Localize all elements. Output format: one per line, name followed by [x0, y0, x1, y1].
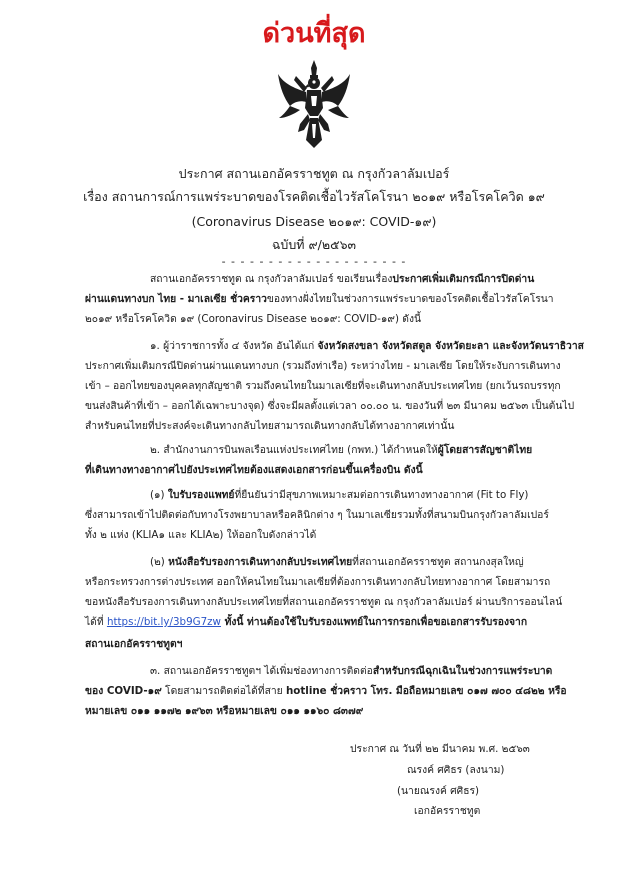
announcement-subject-english: (Coronavirus Disease ๒๐๑๙: COVID-๑๙) [191, 214, 437, 229]
item1-line-5: สำหรับคนไทยที่ประสงค์จะเดินทางกลับไทยสามารถเดินทางกลับได้ทางอากาศเท่านั้น [85, 420, 455, 432]
item1-line-2: ประกาศเพิ่มเติมกรณีปิดด่านผ่านแดนทางบก (รวมถึงท่าเรือ) ระหว่างไทย - มาเลเซีย โดยให้ระงับการเดินทาง [85, 360, 561, 372]
item2-sub2-line-5: สถานเอกอัครราชทูตฯ [85, 638, 183, 650]
announcement-subject: เรื่อง สถานการณ์การแพร่ระบาดของโรคติดเชื้อไวรัสโคโรนา ๒๐๑๙ หรือโรคโควิด ๑๙ [83, 189, 545, 204]
item2-sub1-line-1: (๑) ใบรับรองแพทย์ที่ยืนยันว่ามีสุขภาพเหมาะสมต่อการเดินทางทางอากาศ (Fit to Fly) [150, 489, 529, 501]
item3-line-3: หมายเลข ๐๑๑ ๑๑๗๒ ๑๙๖๓ หรือหมายเลข ๐๑๑ ๑๑๖๐ ๘๓๗๙ [85, 705, 364, 717]
signature-name: (นายณรงค์ ศศิธร) [397, 785, 480, 797]
item2-sub2-line-2: หรือกระทรวงการต่างประเทศ ออกให้คนไทยในมาเลเซียที่ต้องการเดินทางกลับไทยทางอากาศ โดยสามารถ [85, 576, 551, 588]
intro-line-1: สถานเอกอัครราชทูต ณ กรุงกัวลาลัมเปอร์ ขอเรียนเรื่องประกาศเพิ่มเติมกรณีการปิดด่าน [150, 273, 535, 285]
announcement-title: ประกาศ สถานเอกอัครราชทูต ณ กรุงกัวลาลัมเปอร์ [178, 166, 450, 181]
item2-sub2-line-3: ขอหนังสือรับรองการเดินทางกลับประเทศไทยที่สถานเอกอัครราชทูต ณ กรุงกัวลาลัมเปอร์ ผ่านบริการออนไลน์ [85, 596, 563, 608]
item3-line-1: ๓. สถานเอกอัครราชทูตฯ ได้เพิ่มช่องทางการติดต่อสำหรับกรณีฉุกเฉินในช่วงการแพร่ระบาด [150, 665, 553, 677]
item3-line-2: ของ COVID-๑๙ โดยสามารถติดต่อได้ที่สาย hotline ชั่วคราว โทร. มือถือหมายเลข ๐๑๗ ๗๐๐ ๔๘๒๒ หรือ [85, 685, 567, 697]
intro-line-2: ผ่านแดนทางบก ไทย - มาเลเซีย ชั่วคราวของทางฝั่งไทยในช่วงการแพร่ระบาดของโรคติดเชื้อไวรัสโคโรนา [85, 293, 554, 305]
item1-line-4: ขนส่งสินค้าที่เข้า – ออกได้เฉพาะบางจุด) ซึ่งจะมีผลตั้งแต่เวลา ๐๐.๐๐ น. ของวันที่ ๒๓ มีนาคม ๒๕๖๓ เป็นต้นไป [85, 400, 575, 412]
online-service-link[interactable]: https://bit.ly/3b9G7zw [106, 616, 221, 628]
item2-sub1-line-3: ทั้ง ๒ แห่ง (KLIA๑ และ KLIA๒) ให้ออกใบดังกล่าวได้ [85, 529, 317, 541]
garuda-emblem-icon [276, 58, 352, 150]
announcement-number: ฉบับที่ ๙/๒๕๖๓ [271, 237, 357, 252]
urgent-label: ด่วนที่สุด [262, 18, 366, 49]
item1-line-3: เข้า – ออกไทยของบุคคลทุกสัญชาติ รวมถึงคนไทยในมาเลเซียที่จะเดินทางกลับประเทศไทย (ยกเว้นรถบรรทุก [85, 380, 561, 392]
item2-sub2-line-4: ได้ที่ https://bit.ly/3b9G7zw ทั้งนี้ ท่านต้องใช้ใบรับรองแพทย์ในการกรอกเพื่อขอเอกสารรับรองจาก [85, 616, 528, 628]
intro-line-3: ๒๐๑๙ หรือโรคโควิด ๑๙ (Coronavirus Disease ๒๐๑๙: COVID-๑๙) ดังนี้ [85, 313, 422, 325]
signature-signed: ณรงค์ ศศิธร (ลงนาม) [407, 764, 505, 776]
item1-line-1: ๑. ผู้ว่าราชการทั้ง ๔ จังหวัด อันได้แก่ จังหวัดสงขลา จังหวัดสตูล จังหวัดยะลา และจังหวัดนราธิวาส [150, 340, 584, 352]
signature-date: ประกาศ ณ วันที่ ๒๒ มีนาคม พ.ศ. ๒๕๖๓ [350, 743, 530, 755]
item2-sub2-line-1: (๒) หนังสือรับรองการเดินทางกลับประเทศไทยที่สถานเอกอัครราชทูต สถานกงสุลใหญ่ [150, 556, 524, 568]
item2-line-1: ๒. สำนักงานการบินพลเรือนแห่งประเทศไทย (กพท.) ได้กำหนดให้ผู้โดยสารสัญชาติไทย [150, 444, 533, 456]
item2-sub1-line-2: ซึ่งสามารถเข้าไปติดต่อกับทางโรงพยาบาลหรือคลินิกต่าง ๆ ในมาเลเซียรวมทั้งที่สนามบินกรุงกัวลาลัมเปอร์ [85, 509, 549, 521]
item2-line-2: ที่เดินทางทางอากาศไปยังประเทศไทยต้องแสดงเอกสารก่อนขึ้นเครื่องบิน ดังนี้ [85, 464, 423, 476]
divider: - - - - - - - - - - - - - - - - - - - - [221, 255, 407, 268]
signature-position: เอกอัครราชทูต [414, 805, 481, 817]
